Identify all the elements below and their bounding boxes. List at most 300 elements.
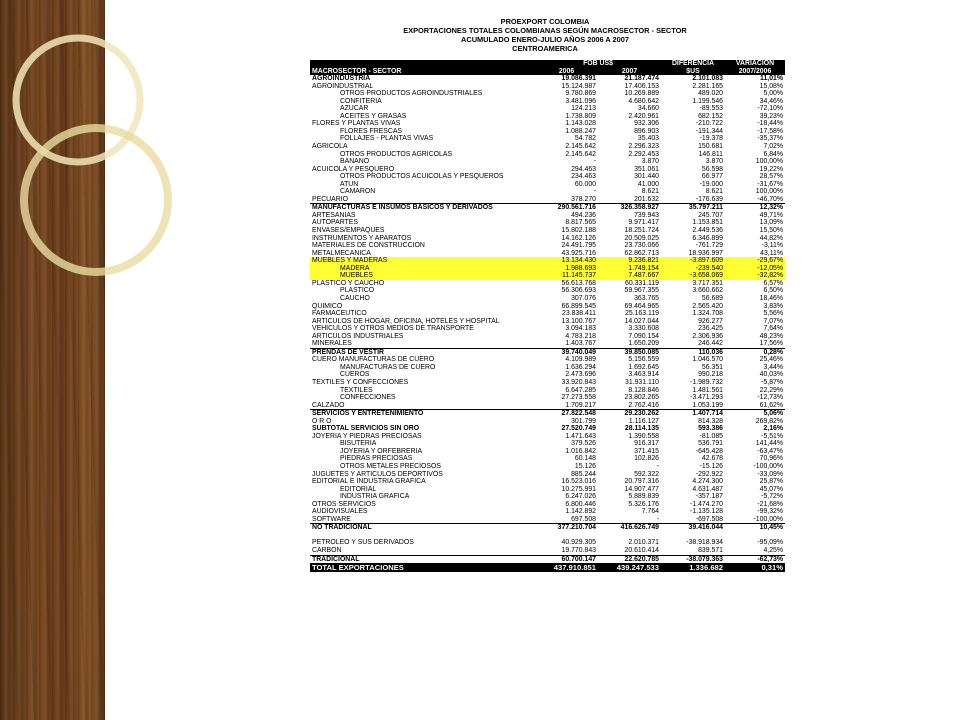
row-label: BISUTERIA xyxy=(340,440,377,448)
row-label: MUEBLES Y MADERAS xyxy=(310,257,535,265)
row-value-2006: 43.925.716 xyxy=(561,249,596,257)
row-difference: 150.681 xyxy=(698,143,723,151)
row-difference: -81.085 xyxy=(699,432,723,440)
row-value-2006: 494.236 xyxy=(571,211,596,219)
col-dif-usd: $US xyxy=(661,68,725,76)
table-row xyxy=(310,75,785,83)
row-value-2006: - xyxy=(593,188,596,196)
table-row xyxy=(310,280,785,288)
row-variation: 25,87% xyxy=(759,478,783,486)
row-value-2006: 13.100.767 xyxy=(561,317,596,325)
table-row xyxy=(310,166,785,174)
row-label: CARBON xyxy=(312,546,342,554)
row-difference: 8.621 xyxy=(705,188,723,196)
table-row xyxy=(310,486,785,494)
row-value-2006: 60.148 xyxy=(574,455,596,463)
row-variation: 70,96% xyxy=(759,455,783,463)
row-label: VEHICULOS Y OTROS MEDIOS DE TRANSPORTE xyxy=(312,325,474,333)
row-value-2006: 1.143.028 xyxy=(565,120,596,128)
row-variation: -12,05% xyxy=(725,265,785,273)
row-value-2006: 19.770.843 xyxy=(561,546,596,554)
row-label: JOYERIA Y PIEDRAS PRECIOSAS xyxy=(312,432,422,440)
row-label: SUBTOTAL SERVICIOS SIN ORO xyxy=(312,425,420,433)
table-row xyxy=(310,310,785,318)
row-variation: 6,84% xyxy=(763,150,783,158)
row-variation: 61,62% xyxy=(759,401,783,409)
column-header-bottom xyxy=(310,68,785,76)
header-line-4: CENTROAMERICA xyxy=(512,43,578,53)
row-variation: -5,87% xyxy=(761,378,783,386)
table-row xyxy=(310,532,785,540)
row-value-2007: 1.390.558 xyxy=(628,432,659,440)
row-difference: 6.346.899 xyxy=(692,234,723,242)
table-row xyxy=(310,425,785,433)
row-variation: 141,44% xyxy=(755,440,783,448)
row-value-2006: 23.838.411 xyxy=(562,310,596,318)
row-value-2007: 21.187.474 xyxy=(624,75,659,83)
row-label: CUERO MANUFACTURAS DE CUERO xyxy=(312,356,435,364)
row-variation: 18,46% xyxy=(759,294,783,302)
row-value-2006: 3.481.096 xyxy=(565,97,596,105)
row-label: CUEROS xyxy=(340,371,370,379)
row-value-2006: 1.738.809 xyxy=(565,112,596,120)
table-row xyxy=(310,508,785,516)
row-value-2007: 29.230.262 xyxy=(598,410,661,418)
row-label: ATUN xyxy=(340,180,359,188)
row-value-2006: 27.822.548 xyxy=(535,410,598,418)
row-label: EDITORIAL E INDUSTRIA GRAFICA xyxy=(312,478,426,486)
row-difference: 2.306.936 xyxy=(692,332,723,340)
decorative-rings xyxy=(0,0,140,360)
row-variation: -100,00% xyxy=(753,462,783,470)
table-row xyxy=(310,547,785,555)
row-variation: 40,03% xyxy=(759,371,783,379)
table-row xyxy=(310,379,785,387)
row-value-2006: 697.508 xyxy=(571,515,596,523)
row-value-2007 xyxy=(598,532,661,540)
row-variation: 0,31% xyxy=(725,563,785,572)
table-row xyxy=(310,394,785,402)
row-variation: 10,45% xyxy=(725,524,785,532)
row-value-2007: 9.971.417 xyxy=(628,219,659,227)
table-row xyxy=(310,90,785,98)
row-value-2007: 932.306 xyxy=(634,120,659,128)
header-line-3: ACUMULADO ENERO-JULIO AÑOS 2006 A 2007 xyxy=(461,34,629,44)
row-label: AGROINDUSTRIAL xyxy=(312,82,374,90)
row-value-2007: 8.621 xyxy=(641,188,659,196)
header-line-2: EXPORTACIONES TOTALES COLOMBIANAS SEGÚN MACROSECTOR - SECTOR xyxy=(403,25,687,35)
row-value-2006: 1.088.247 xyxy=(565,127,596,135)
row-value-2006: 307.076 xyxy=(571,294,596,302)
row-variation: -62,73% xyxy=(725,555,785,563)
row-label: AGROINDUSTRIA xyxy=(312,75,371,83)
col-2007: 2007 xyxy=(598,68,661,76)
table-row xyxy=(310,295,785,303)
table-row xyxy=(310,151,785,159)
row-value-2007: 2.292.453 xyxy=(628,150,659,158)
row-difference: 926.277 xyxy=(698,317,723,325)
row-value-2006: 124.213 xyxy=(571,105,596,113)
row-difference: -15.126 xyxy=(699,462,723,470)
row-difference: 3.660.662 xyxy=(692,287,723,295)
row-value-2006: 1.636.294 xyxy=(565,363,596,371)
row-difference: 1.199.546 xyxy=(692,97,723,105)
row-value-2007: 3.330.608 xyxy=(628,325,659,333)
row-variation: 6,50% xyxy=(763,287,783,295)
row-value-2007: 60.331.119 xyxy=(625,279,659,287)
row-variation: 2,16% xyxy=(763,425,783,433)
row-value-2007: 14.027.044 xyxy=(624,317,659,325)
row-variation: -3,11% xyxy=(761,242,783,250)
row-variation: -18,44% xyxy=(757,120,783,128)
row-variation: 7,64% xyxy=(763,325,783,333)
row-label: INSTRUMENTOS Y APARATOS xyxy=(312,234,412,242)
row-difference: -357.187 xyxy=(695,493,723,501)
row-variation: 5,00% xyxy=(763,90,783,98)
row-difference: 1.153.851 xyxy=(692,219,723,227)
row-value-2006: 10.275.991 xyxy=(561,485,596,493)
row-value-2006: 15.802.188 xyxy=(561,227,596,235)
row-variation: 12,32% xyxy=(725,204,785,212)
row-difference: -89.553 xyxy=(699,105,723,113)
row-variation: 15,08% xyxy=(759,82,783,90)
row-value-2007: 22.620.785 xyxy=(598,555,661,563)
row-value-2006: 2.473.696 xyxy=(565,371,596,379)
table-row xyxy=(310,340,785,348)
row-label: MANUFACTURAS E INSUMOS BASICOS Y DERIVADOS xyxy=(310,204,535,212)
row-value-2007: 35.403 xyxy=(637,135,659,143)
table-row xyxy=(310,448,785,456)
row-value-2006: 66.899.545 xyxy=(561,302,596,310)
table-row xyxy=(310,303,785,311)
row-variation: -46,70% xyxy=(757,195,783,203)
row-difference: 2.565.420 xyxy=(692,302,723,310)
row-value-2007: 363.765 xyxy=(634,294,659,302)
exports-table xyxy=(310,60,785,572)
row-variation: 4,25% xyxy=(763,546,783,554)
table-row xyxy=(310,105,785,113)
table-row xyxy=(310,471,785,479)
row-label: OTROS SERVICIOS xyxy=(312,500,376,508)
table-row xyxy=(310,325,785,333)
table-row xyxy=(310,387,785,395)
row-label: TEXTILES Y CONFECCIONES xyxy=(312,378,409,386)
row-difference: 1.407.714 xyxy=(661,410,725,418)
row-label: TOTAL EXPORTACIONES xyxy=(310,563,535,572)
row-label: ARTICULOS DE HOGAR, OFICINA, HOTELES Y HOSPITAL xyxy=(312,317,500,325)
row-label: ARTICULOS INDUSTRIALES xyxy=(312,332,404,340)
row-difference: 814.328 xyxy=(698,417,723,425)
row-difference: 146.811 xyxy=(698,150,723,158)
table-row xyxy=(310,318,785,326)
row-difference: 35.797.211 xyxy=(661,204,725,212)
row-label: PIEDRAS PRECIOSAS xyxy=(340,455,413,463)
row-difference: 3.717.351 xyxy=(692,279,723,287)
row-difference: -1.474.270 xyxy=(690,500,723,508)
row-value-2007: 20.509.025 xyxy=(624,234,659,242)
row-label: SOFTWARE xyxy=(312,515,351,523)
row-value-2007: 5.889.839 xyxy=(628,493,659,501)
row-value-2007: 5.326.176 xyxy=(628,500,659,508)
row-difference: 56.598 xyxy=(701,165,723,173)
table-row xyxy=(310,371,785,379)
row-value-2007: 39.850.085 xyxy=(598,348,661,356)
document-header xyxy=(305,18,785,54)
row-value-2007: 896.903 xyxy=(634,127,659,135)
row-value-2007: 41.000 xyxy=(637,180,659,188)
table-row xyxy=(310,402,785,410)
row-difference: 42.678 xyxy=(701,455,723,463)
row-variation: 22,29% xyxy=(759,386,783,394)
table-row xyxy=(310,418,785,426)
row-value-2006: 4.109.989 xyxy=(565,356,596,364)
row-variation: -12,73% xyxy=(757,394,783,402)
row-value-2007: 102.826 xyxy=(634,455,659,463)
row-label: OTROS METALES PRECIOSOS xyxy=(340,462,441,470)
row-difference: 18.936.997 xyxy=(688,249,723,257)
row-value-2007: 3.870 xyxy=(641,158,659,166)
row-value-2006: 15.124.987 xyxy=(561,82,596,90)
row-difference: -210.722 xyxy=(695,120,723,128)
row-value-2007: 371.415 xyxy=(634,447,659,455)
row-difference: -176.639 xyxy=(695,195,723,203)
row-label: TRADICIONAL xyxy=(310,555,535,563)
row-label: AUDIOVISUALES xyxy=(312,508,368,516)
row-variation: -95,09% xyxy=(757,539,783,547)
row-label: MINERALES xyxy=(312,340,352,348)
row-difference: -1.135.128 xyxy=(690,508,723,516)
row-variation: 269,82% xyxy=(755,417,783,425)
row-label: OTROS PRODUCTOS ACUICOLAS Y PESQUEROS xyxy=(340,173,504,181)
row-value-2006: 3.094.183 xyxy=(565,325,596,333)
row-variation: 7,02% xyxy=(763,143,783,151)
row-variation: -33,09% xyxy=(757,470,783,478)
row-value-2006: 16.523.016 xyxy=(561,478,596,486)
row-label: PECUARIO xyxy=(312,195,348,203)
row-value-2006: 4.783.218 xyxy=(565,332,596,340)
table-row xyxy=(310,173,785,181)
row-variation: -29,67% xyxy=(725,257,785,265)
row-value-2007: 739.943 xyxy=(634,211,659,219)
row-value-2007: 916.317 xyxy=(634,440,659,448)
row-value-2006: 2.145.642 xyxy=(565,143,596,151)
row-difference: -38.918.934 xyxy=(686,539,723,547)
row-variation: 25,46% xyxy=(759,356,783,364)
row-label: JUGUETES Y ARTICULOS DEPORTIVOS xyxy=(312,470,443,478)
row-value-2006: 1.403.767 xyxy=(565,340,596,348)
row-difference: 1.324.708 xyxy=(692,310,723,318)
row-variation: 49,71% xyxy=(759,211,783,219)
row-label: FARMACEUTICO xyxy=(312,310,367,318)
row-value-2006 xyxy=(535,532,598,540)
row-difference: -761.729 xyxy=(695,242,723,250)
row-difference: 246.442 xyxy=(698,340,723,348)
row-variation: -31,67% xyxy=(757,180,783,188)
row-variation: 6,57% xyxy=(763,279,783,287)
row-value-2007: 28.114.135 xyxy=(624,425,659,433)
row-label: MUEBLES xyxy=(310,272,535,280)
row-variation: 19,22% xyxy=(759,165,783,173)
row-value-2006: 39.740.049 xyxy=(535,348,598,356)
row-value-2006: 1.709.217 xyxy=(565,401,596,409)
row-value-2007: 3.463.914 xyxy=(628,371,659,379)
table-row xyxy=(310,242,785,250)
row-difference: 2.449.536 xyxy=(692,227,723,235)
row-value-2006: 6.800.446 xyxy=(565,500,596,508)
row-variation: -32,82% xyxy=(725,272,785,280)
row-value-2007: 592.322 xyxy=(634,470,659,478)
row-value-2006: 1.142.892 xyxy=(565,508,596,516)
table-row xyxy=(310,181,785,189)
table-row xyxy=(310,257,785,265)
row-value-2006: 234.463 xyxy=(571,173,596,181)
row-label xyxy=(310,532,535,540)
row-difference: 3.870 xyxy=(705,158,723,166)
row-value-2006: 1.988.693 xyxy=(535,265,598,273)
row-label: ENVASES/EMPAQUES xyxy=(312,227,385,235)
row-value-2007: 9.236.821 xyxy=(598,257,661,265)
row-value-2006: 14.162.126 xyxy=(561,234,596,242)
row-value-2006: 6.647.285 xyxy=(565,386,596,394)
row-difference: 4.274.300 xyxy=(692,478,723,486)
table-row xyxy=(310,440,785,448)
col-top-dif: DIFERENCIA xyxy=(661,60,725,68)
row-variation: 0,28% xyxy=(725,348,785,356)
table-row xyxy=(310,158,785,166)
row-label: SERVICIOS Y ENTRETENIMIENTO xyxy=(310,410,535,418)
table-row xyxy=(310,287,785,295)
table-row xyxy=(310,555,785,563)
row-value-2007: 69.464.965 xyxy=(624,302,659,310)
row-variation: 17,56% xyxy=(759,340,783,348)
row-difference: 110.036 xyxy=(661,348,725,356)
row-variation: 11,01% xyxy=(760,75,783,83)
row-value-2006: 6.247.026 xyxy=(565,493,596,501)
row-value-2006: 27.273.558 xyxy=(561,394,596,402)
row-value-2007: 23.802.265 xyxy=(624,394,659,402)
row-value-2007: 20.797.316 xyxy=(624,478,659,486)
row-value-2006: 290.561.716 xyxy=(535,204,598,212)
row-value-2007: 7.090.154 xyxy=(628,332,659,340)
row-variation: 3,83% xyxy=(763,302,783,310)
table-row xyxy=(310,348,785,356)
row-value-2007: 7.764 xyxy=(641,508,659,516)
row-variation: 45,07% xyxy=(759,485,783,493)
row-value-2007: 1.749.154 xyxy=(598,265,661,273)
row-variation: 43,11% xyxy=(760,249,783,257)
table-row xyxy=(310,333,785,341)
row-label: JOYERIA Y ORFEBRERIA xyxy=(340,447,423,455)
row-label: AGRICOLA xyxy=(312,143,348,151)
row-label: ACEITES Y GRASAS xyxy=(340,112,407,120)
row-difference: 2.281.165 xyxy=(692,82,723,90)
row-difference: 839.571 xyxy=(698,546,723,554)
header-line-1: PROEXPORT COLOMBIA xyxy=(500,17,590,26)
row-difference: -19.378 xyxy=(699,135,723,143)
row-value-2006: 885.244 xyxy=(571,470,596,478)
table-row xyxy=(310,478,785,486)
row-value-2007: - xyxy=(656,462,659,470)
row-variation: 100,00% xyxy=(755,188,783,196)
row-label: OTROS PRODUCTOS AGROINDUSTRIALES xyxy=(340,90,483,98)
row-value-2006: 56.613.768 xyxy=(561,279,596,287)
row-value-2006: 294.463 xyxy=(571,165,596,173)
row-value-2006: 40.929.305 xyxy=(561,539,596,547)
row-variation: -5,72% xyxy=(761,493,783,501)
row-variation: 13,09% xyxy=(759,219,783,227)
row-label: BANANO xyxy=(340,158,370,166)
row-difference: 236.425 xyxy=(698,325,723,333)
row-label: FOLLAJES - PLANTAS VIVAS xyxy=(340,135,434,143)
row-value-2007: 34.660 xyxy=(637,105,659,113)
row-value-2007: 326.358.927 xyxy=(598,204,661,212)
col-2006: 2006 xyxy=(535,68,598,76)
row-label: OTROS PRODUCTOS AGRICOLAS xyxy=(340,150,453,158)
row-value-2006: 60.000 xyxy=(574,180,596,188)
row-value-2006: 15.126 xyxy=(574,462,596,470)
table-row xyxy=(310,516,785,524)
row-label: AUTOPARTES xyxy=(312,219,358,227)
row-value-2006: 24.491.795 xyxy=(561,242,596,250)
table-row xyxy=(310,539,785,547)
table-row xyxy=(310,98,785,106)
row-label: PRENDAS DE VESTIR xyxy=(310,348,535,356)
row-variation: 28,57% xyxy=(759,173,783,181)
row-value-2007: 2.420.961 xyxy=(628,112,659,120)
row-value-2006: 2.145.642 xyxy=(565,150,596,158)
row-label: METALMECANICA xyxy=(312,249,371,257)
row-variation: -35,37% xyxy=(757,135,783,143)
row-value-2007: 439.247.533 xyxy=(598,563,661,572)
row-label: FLORES Y PLANTAS VIVAS xyxy=(312,120,401,128)
row-label: ACUICOLA Y PESQUERO xyxy=(312,165,395,173)
row-value-2006: - xyxy=(593,158,596,166)
row-variation: -21,68% xyxy=(757,500,783,508)
row-difference: 2.101.083 xyxy=(692,75,723,83)
table-row xyxy=(310,212,785,220)
row-label: CAMARON xyxy=(340,188,376,196)
table-row xyxy=(310,455,785,463)
row-variation: 5,06% xyxy=(725,410,785,418)
row-value-2006: 437.910.851 xyxy=(535,563,598,572)
row-label: QUIMICO xyxy=(312,302,343,310)
row-difference: 1.481.561 xyxy=(692,386,723,394)
col-top-0 xyxy=(310,60,535,68)
row-difference: 1.336.682 xyxy=(661,563,725,572)
row-variation: 5,56% xyxy=(763,310,783,318)
row-label: EDITORIAL xyxy=(340,485,377,493)
row-difference: 682.152 xyxy=(698,112,723,120)
row-label: PLASTICO Y CAUCHO xyxy=(312,279,385,287)
row-difference: 536.791 xyxy=(698,440,723,448)
row-label: CAUCHO xyxy=(340,294,370,302)
col-top-var: VARIACION xyxy=(725,60,785,68)
table-row xyxy=(310,272,785,280)
row-difference: -3.471.293 xyxy=(690,394,723,402)
row-label: FLORES FRESCAS xyxy=(340,127,403,135)
row-difference: 4.631.487 xyxy=(692,485,723,493)
row-value-2006: 9.780.869 xyxy=(565,90,596,98)
table-row xyxy=(310,196,785,204)
row-label: INDUSTRIA GRAFICA xyxy=(340,493,410,501)
row-value-2006: 11.145.737 xyxy=(535,272,598,280)
row-value-2007: 17.406.153 xyxy=(624,82,659,90)
table-row xyxy=(310,83,785,91)
row-difference: 56.689 xyxy=(701,294,723,302)
row-variation: -17,58% xyxy=(757,127,783,135)
row-value-2007: 1.116.127 xyxy=(628,417,659,425)
table-row xyxy=(310,265,785,273)
